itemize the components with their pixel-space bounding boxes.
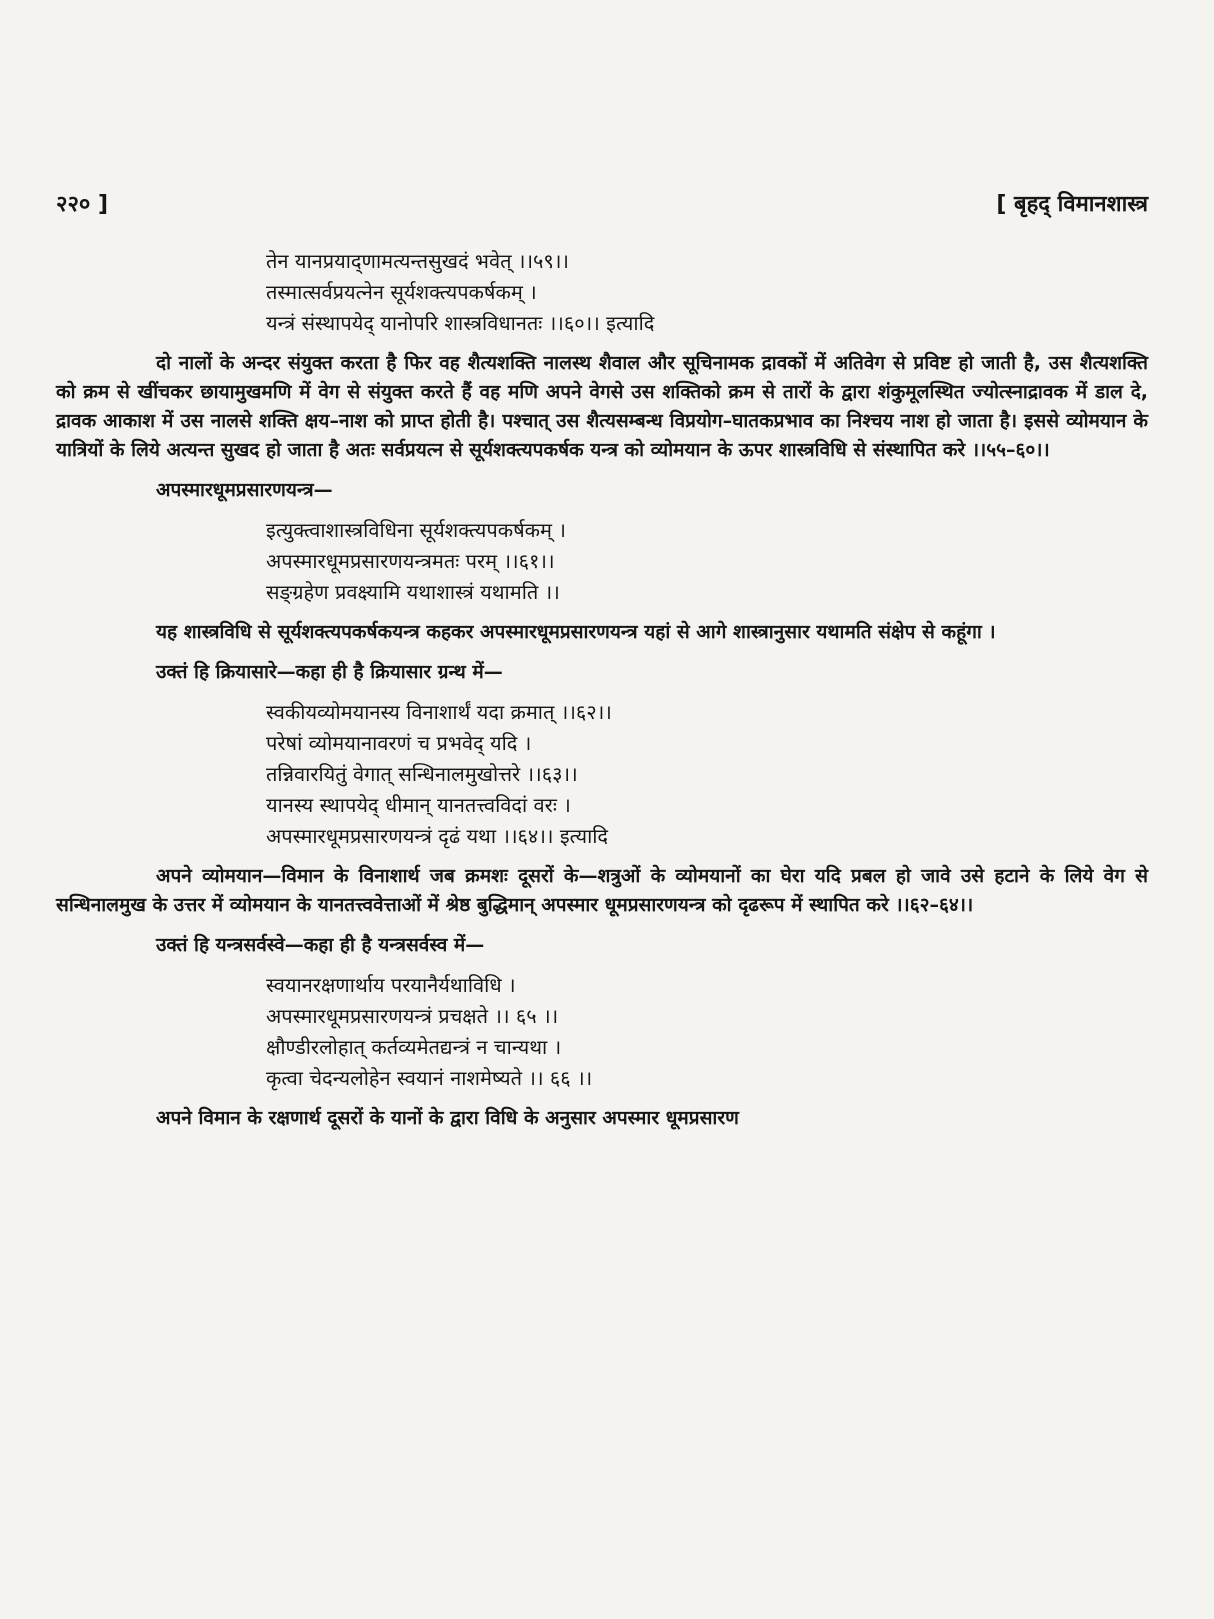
verse-line: अपस्मारधूमप्रसारणयन्त्रं प्रचक्षते ।। ६५ ।।: [266, 1004, 559, 1028]
verse-line: अपस्मारधूमप्रसारणयन्त्रं दृढं यथा ।।६४।। इत्यादि: [266, 824, 609, 848]
section-heading: उक्तं हि क्रियासारे—कहा ही है क्रियासार ग्रन्थ में—: [156, 661, 503, 683]
page-header: [56, 188, 1148, 228]
verse-block: [56, 970, 1148, 1094]
verse-line: क्षौण्डीरलोहात् कर्तव्यमेतद्यन्त्रं न चान्यथा ।: [266, 1035, 562, 1059]
verse-line: कृत्वा चेदन्यलोहेन स्वयानं नाशमेष्यते ।। ६६ ।।: [266, 1066, 593, 1090]
verse-line: तन्निवारयितुं वेगात् सन्धिनालमुखोत्तरे ।।६३।।: [266, 762, 578, 786]
verse-block: [56, 515, 1148, 608]
verse-block: [56, 246, 1148, 339]
verse-line: यानस्य स्थापयेद् धीमान् यानतत्त्वविदां वरः ।: [266, 793, 571, 817]
verse-line: स्वकीयव्योमयानस्य विनाशार्थं यदा क्रमात् ।।६२।।: [266, 700, 612, 724]
prose-paragraph: अपने व्योमयान—विमान के विनाशार्थ जब क्रमशः दूसरों के—शत्रुओं के व्योमयानों का घेरा यदि प्रबल हो जावे उसे हटाने के लिये वेग से सन्धिनालमुख के उत्तर में व्योमयान के यानतत्त्ववेत्ताओं में श्रेष्ठ बुद्धिमान् अपस्मार धूमप्रसारणयन्त्र को दृढरूप में स्थापित करे ।।६२–६४।।: [56, 865, 1148, 916]
page-body: [56, 246, 1148, 1143]
verse-line: इत्युक्त्वाशास्त्रविधिना सूर्यशक्त्यपकर्षकम् ।: [266, 518, 566, 542]
verse-line: यन्त्रं संस्थापयेद् यानोपरि शास्त्रविधानतः ।।६०।। इत्यादि: [266, 311, 655, 335]
verse-line: तेन यानप्रयाद्‌णामत्यन्तसुखदं भवेत् ।।५९।।: [266, 249, 569, 273]
prose-paragraph: यह शास्त्रविधि से सूर्यशक्त्यपकर्षकयन्त्र कहकर अपस्मारधूमप्रसारणयन्त्र यहां से आगे शास्त्रानुसार यथामति संक्षेप से कहूंगा ।: [156, 621, 996, 643]
verse-line: तस्मात्सर्वप्रयत्नेन सूर्यशक्त्यपकर्षकम् ।: [266, 280, 537, 304]
section-heading: उक्तं हि यन्त्रसर्वस्वे—कहा ही है यन्त्रसर्वस्व में—: [156, 934, 485, 956]
book-title: [ बृहद् विमानशास्त्र: [996, 192, 1148, 217]
section-heading: अपस्मारधूमप्रसारणयन्त्र—: [156, 479, 333, 501]
verse-line: परेषां व्योमयानावरणं च प्रभवेद् यदि ।: [266, 731, 532, 755]
verse-line: अपस्मारधूमप्रसारणयन्त्रमतः परम् ।।६१।।: [266, 549, 555, 573]
prose-paragraph: दो नालों के अन्दर संयुक्त करता है फिर वह शैत्यशक्ति नालस्थ शैवाल और सूचिनामक द्रावकों में अतिवेग से प्रविष्ट हो जाती है, उस शैत्यशक्ति को क्रम से खींचकर छायामुखमणि में वेग से संयुक्त करते हैं वह मणि अपने वेगसे उस शक्तिको क्रम से तारों के द्वारा शंकुमूलस्थित ज्योत्स्नाद्रावक में डाल दे, द्रावक आकाश में उस नालसे शक्ति क्षय–नाश को प्राप्त होती है। पश्चात् उस शैत्यसम्बन्ध विप्रयोग–घातकप्रभाव का निश्चय नाश हो जाता है। इससे व्योमयान के यात्रियों के लिये अत्यन्त सुखद हो जाता है अतः सर्वप्रयत्न से सूर्यशक्त्यपकर्षक यन्त्र को व्योमयान के ऊपर शास्त्रविधि से संस्थापित करे ।।५५–६०।।: [56, 352, 1148, 461]
verse-line: सङ्ग्रहेण प्रवक्ष्यामि यथाशास्त्रं यथामति ।।: [266, 580, 560, 604]
page-number: २२० ]: [56, 192, 109, 217]
verse-line: स्वयानरक्षणार्थाय परयानैर्यथाविधि ।: [266, 973, 516, 997]
verse-block: [56, 697, 1148, 852]
prose-paragraph: अपने विमान के रक्षणार्थ दूसरों के यानों के द्वारा विधि के अनुसार अपस्मार धूमप्रसारण: [156, 1107, 739, 1129]
